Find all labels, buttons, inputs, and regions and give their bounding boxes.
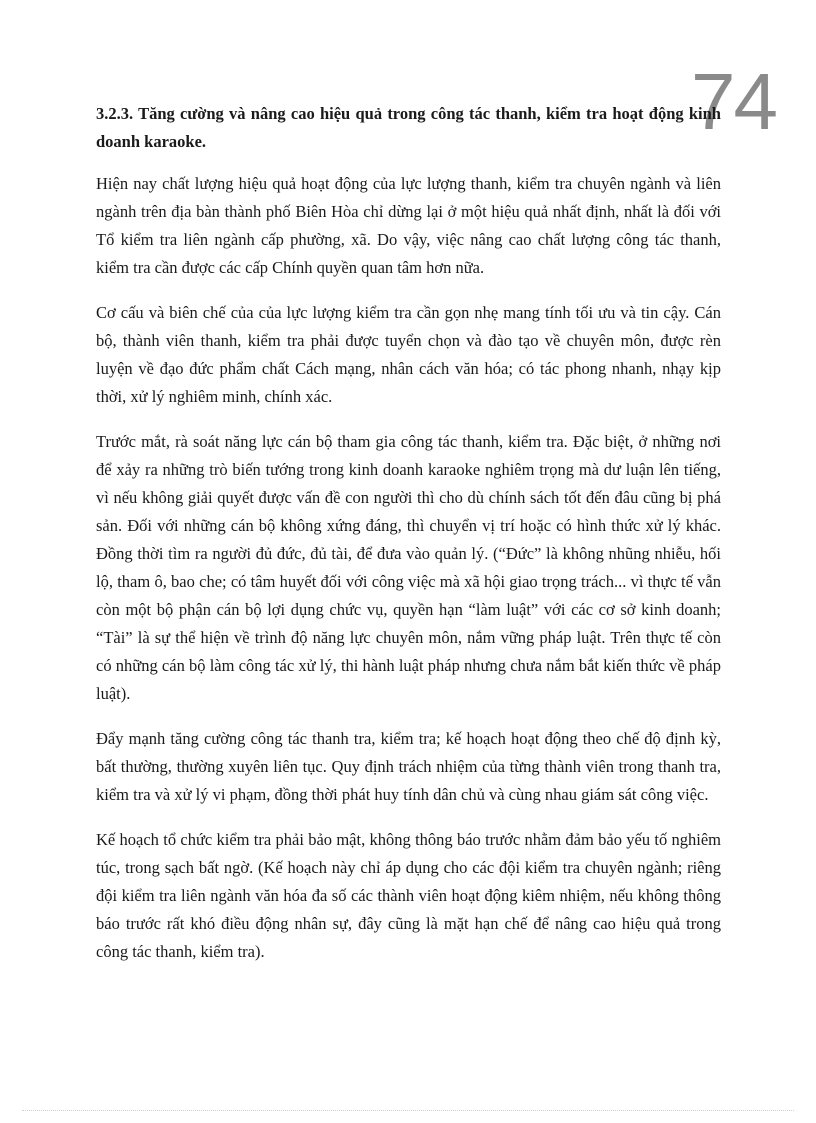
section-heading: 3.2.3. Tăng cường và nâng cao hiệu quả trong công tác thanh, kiểm tra hoạt động kinh doanh karaoke.: [96, 104, 721, 151]
paragraph-2: Cơ cấu và biên chế của của lực lượng kiểm tra cần gọn nhẹ mang tính tối ưu và tin cậy. Cán bộ, thành viên thanh, kiểm tra phải được tuyển chọn và đào tạo về chuyên môn, được rèn luyện về đạo đức phẩm chất Cách mạng, nhân cách văn hóa; có tác phong nhanh, nhạy kịp thời, xử lý nghiêm minh, chính xác.: [96, 303, 721, 406]
paragraph-5: Kế hoạch tổ chức kiểm tra phải bảo mật, không thông báo trước nhằm đảm bảo yếu tố nghiêm túc, trong sạch bất ngờ. (Kế hoạch này chỉ áp dụng cho các đội kiểm tra chuyên ngành; riêng đội kiểm tra liên ngành văn hóa đa số các thành viên hoạt động kiêm nhiệm, nếu không thông báo trước rất khó điều động nhân sự, đây cũng là mặt hạn chế để nâng cao hiệu quả trong công tác thanh, kiểm tra).: [96, 830, 721, 961]
page-bottom-divider: [22, 1110, 794, 1111]
paragraph-1: Hiện nay chất lượng hiệu quả hoạt động của lực lượng thanh, kiểm tra chuyên ngành và liên ngành trên địa bàn thành phố Biên Hòa chỉ dừng lại ở một hiệu quả nhất định, nhất là đối với Tổ kiểm tra liên ngành cấp phường, xã. Do vậy, việc nâng cao chất lượng công tác thanh, kiểm tra cần được các cấp Chính quyền quan tâm hơn nữa.: [96, 174, 721, 277]
page-number: 74: [691, 57, 776, 146]
document-body: [96, 100, 721, 983]
paragraph-4: Đẩy mạnh tăng cường công tác thanh tra, kiểm tra; kế hoạch hoạt động theo chế độ định kỳ, bất thường, thường xuyên liên tục. Quy định trách nhiệm của từng thành viên trong thanh tra, kiểm tra và xử lý vi phạm, đồng thời phát huy tính dân chủ và cùng nhau giám sát công việc.: [96, 729, 721, 804]
paragraph-3: Trước mắt, rà soát năng lực cán bộ tham gia công tác thanh, kiểm tra. Đặc biệt, ở những nơi để xảy ra những trò biến tướng trong kinh doanh karaoke nghiêm trọng mà dư luận lên tiếng, vì nếu không giải quyết được vấn đề con người thì cho dù chính sách tốt đến đâu cũng bị phá sản. Đối với những cán bộ không xứng đáng, thì chuyển vị trí hoặc có hình thức xử lý khác. Đồng thời tìm ra người đủ đức, đủ tài, để đưa vào quản lý. (“Đức” là không nhũng nhiễu, hối lộ, tham ô, bao che; có tâm huyết đối với công việc mà xã hội giao trọng trách... vì thực tế vẫn còn một bộ phận cán bộ lợi dụng chức vụ, quyền hạn “làm luật” với các cơ sở kinh doanh; “Tài” là sự thể hiện về trình độ năng lực chuyên môn, nắm vững pháp luật. Trên thực tế còn có những cán bộ làm công tác xử lý, thi hành luật pháp nhưng chưa nắm bắt kiến thức về pháp luật).: [96, 432, 721, 703]
